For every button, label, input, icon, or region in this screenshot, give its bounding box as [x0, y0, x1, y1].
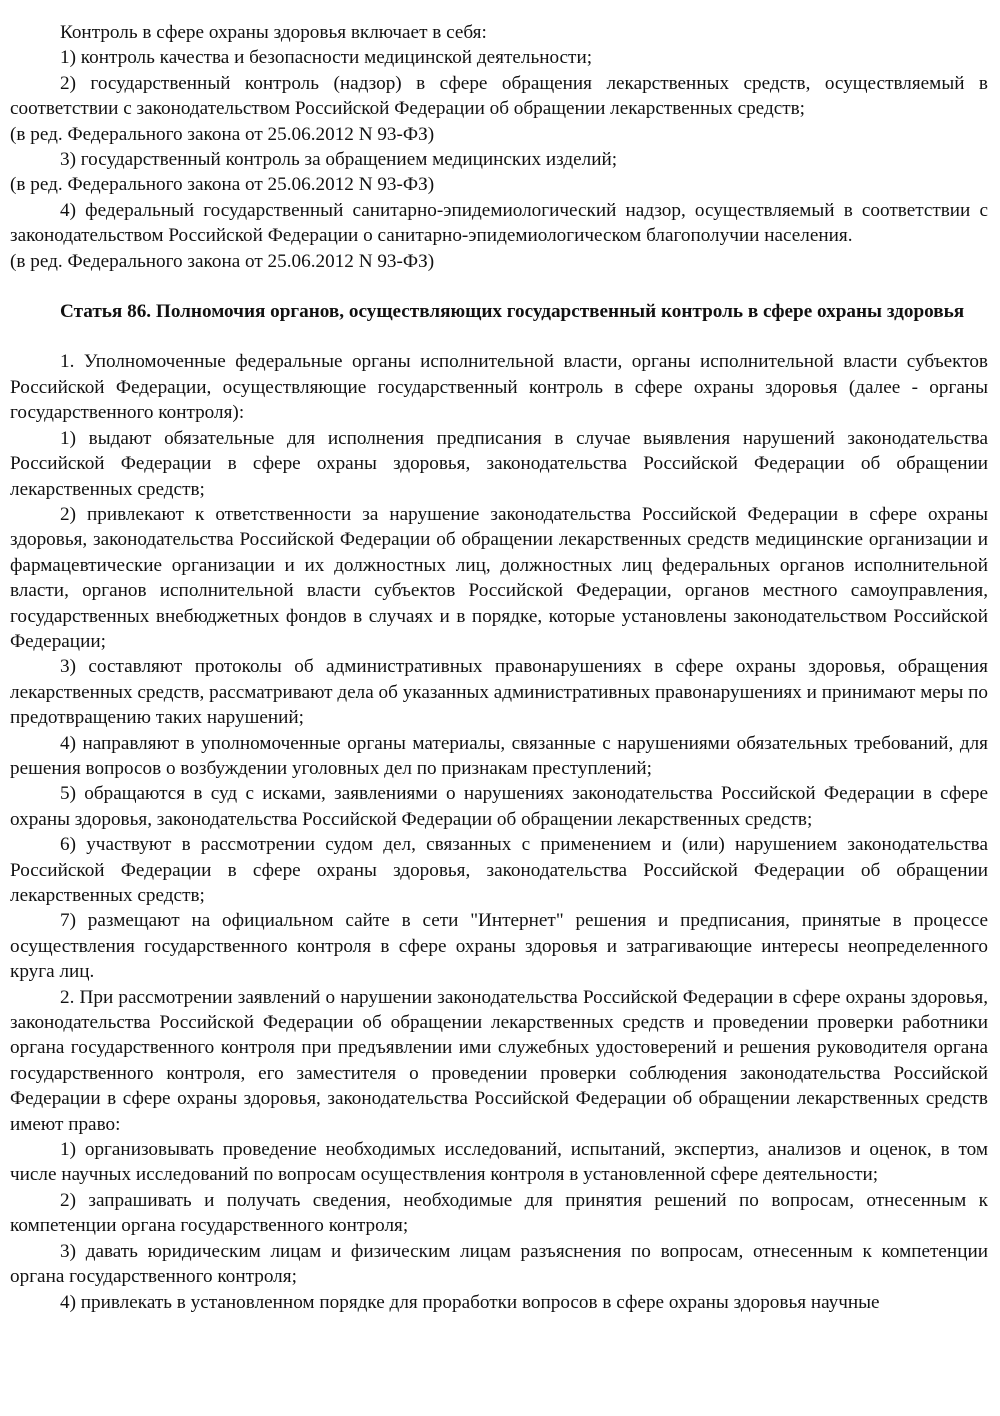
amendment-note: (в ред. Федерального закона от 25.06.2012 N 93-ФЗ) — [10, 250, 435, 272]
paragraph-1-item-5: 5) обращаются в суд с исками, заявлениями о нарушениях законодательства Российской Федерации в сфере охраны здоровья, законодательства Российской Федерации об обращении лекарственных средств; — [10, 783, 988, 830]
paragraph-1-item-2: 2) привлекают к ответственности за нарушение законодательства Российской Федерации в сфере охраны здоровья, законодательства Российской Федерации об обращении лекарственных средств медицинские организации и фармацевтические организации и их должностных лиц, должностных лиц федеральных органов исполнительной власти, органов исполнительной власти субъектов Российской Федерации, органов местного самоуправления, государственных внебюджетных фондов в случаях и в порядке, которые установлены законодательством Российской Федерации; — [10, 503, 988, 652]
paragraph-2-item-3: 3) давать юридическим лицам и физическим лицам разъяснения по вопросам, отнесенным к компетенции органа государственного контроля; — [10, 1240, 988, 1288]
spacer — [10, 324, 988, 349]
amendment-note: (в ред. Федерального закона от 25.06.2012 N 93-ФЗ) — [10, 123, 435, 145]
spacer — [10, 274, 988, 299]
amendment-note: (в ред. Федерального закона от 25.06.2012 N 93-ФЗ) — [10, 174, 435, 196]
control-intro: Контроль в сфере охраны здоровья включает в себя: — [60, 22, 487, 43]
paragraph-1: 1. Уполномоченные федеральные органы исполнительной власти, органы исполнительной власти субъектов Российской Федерации, осуществляющие государственный контроль в сфере охраны здоровья (далее - органы государственного контроля): — [10, 351, 988, 424]
control-item-2: 2) государственный контроль (надзор) в сфере обращения лекарственных средств, осуществляемый в соответствии с законодательством Российской Федерации об обращении лекарственных средств; — [10, 72, 988, 120]
paragraph-2-item-1: 1) организовывать проведение необходимых исследований, испытаний, экспертиз, анализов и оценок, в том числе научных исследований по вопросам осуществления контроля в установленной сфере деятельности; — [10, 1139, 988, 1186]
article-heading: Статья 86. Полномочия органов, осуществляющих государственный контроль в сфере охраны здоровья — [60, 301, 965, 323]
control-item-4: 4) федеральный государственный санитарно-эпидемиологический надзор, осуществляемый в соответствии с законодательством Российской Федерации о санитарно-эпидемиологическом благополучии населения. — [10, 199, 988, 247]
paragraph-2: 2. При рассмотрении заявлений о нарушении законодательства Российской Федерации в сфере охраны здоровья, законодательства Российской Федерации об обращении лекарственных средств и проведении проверки работники органа государственного контроля при предъявлении ими служебных удостоверений и решения руководителя органа государственного контроля, его заместителя о проведении проверки соблюдения законодательства Российской Федерации в сфере охраны здоровья, законодательства Российской Федерации об обращении лекарственных средств имеют право: — [10, 986, 988, 1135]
paragraph-2-item-4: 4) привлекать в установленном порядке для проработки вопросов в сфере охраны здоровья научные — [60, 1291, 880, 1313]
paragraph-1-item-4: 4) направляют в уполномоченные органы материалы, связанные с нарушениями обязательных требований, для решения вопросов о возбуждении уголовных дел по признакам преступлений; — [10, 732, 988, 779]
control-item-1: 1) контроль качества и безопасности медицинской деятельности; — [60, 47, 593, 69]
paragraph-1-item-1: 1) выдают обязательные для исполнения предписания в случае выявления нарушений законодательства Российской Федерации в сфере охраны здоровья, законодательства Российской Федерации об обращении лекарственных средств; — [10, 427, 988, 500]
paragraph-1-item-7: 7) размещают на официальном сайте в сети "Интернет" решения и предписания, принятые в процессе осуществления государственного контроля в сфере охраны здоровья и затрагивающие интересы неопределенного круга лиц. — [10, 910, 988, 983]
paragraph-2-item-2: 2) запрашивать и получать сведения, необходимые для принятия решений по вопросам, отнесенным к компетенции органа государственного контроля; — [10, 1189, 988, 1237]
paragraph-1-item-3: 3) составляют протоколы об административных правонарушениях в сфере охраны здоровья, обращения лекарственных средств, рассматривают дела об указанных административных правонарушениях и принимают меры по предотвращению таких нарушений; — [10, 656, 988, 729]
paragraph-1-item-6: 6) участвуют в рассмотрении судом дел, связанных с применением и (или) нарушением законодательства Российской Федерации в сфере охраны здоровья, законодательства Российской Федерации об обращении лекарственных средств; — [10, 834, 988, 906]
control-item-3: 3) государственный контроль за обращением медицинских изделий; — [60, 149, 618, 171]
